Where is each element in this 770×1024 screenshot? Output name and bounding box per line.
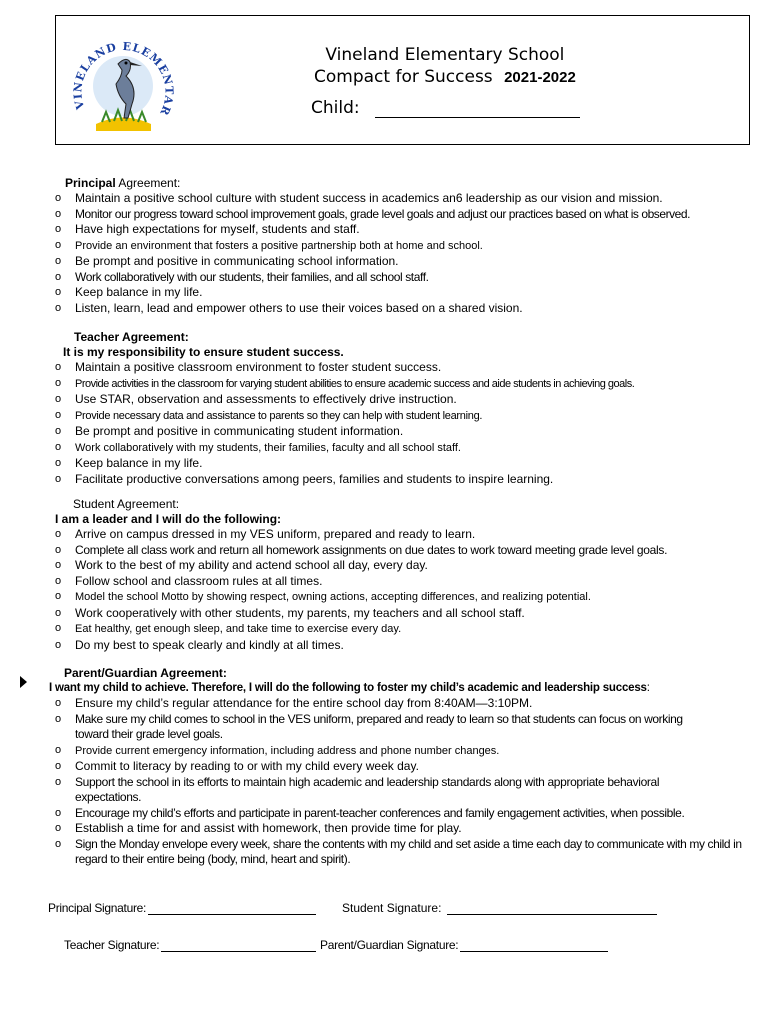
list-item: o Keep balance in my life. <box>55 456 203 470</box>
list-item: o Provide current emergency information, including address and phone number changes. <box>55 743 500 757</box>
parent-signature-input[interactable] <box>460 939 608 952</box>
school-logo <box>66 26 181 141</box>
list-item: o Model the school Motto by showing respect, owning actions, accepting differences, and realizing potential. <box>55 590 591 603</box>
teacher-list <box>0 360 770 487</box>
principal-section <box>0 176 770 316</box>
list-item: o Provide necessary data and assistance to parents so they can help with student learning. <box>55 408 483 422</box>
list-item: o Work collaboratively with my students, their families, faculty and all school staff. <box>55 440 461 454</box>
student-subtitle: I am a leader and I will do the following: <box>55 512 282 526</box>
school-year: 2021-2022 <box>504 69 576 86</box>
list-item: o Make sure my child comes to school in the VES uniform, prepared and ready to learn so that students can focus on working toward their grade level goals. <box>55 711 683 741</box>
parent-signature-label: Parent/Guardian Signature: <box>320 938 459 952</box>
list-item: o Maintain a positive classroom environment to foster student success. <box>55 360 442 374</box>
parent-list <box>0 696 770 868</box>
list-item: o Work cooperatively with other students, my parents, my teachers and all school staff. <box>55 605 525 620</box>
student-signature-input[interactable] <box>447 902 657 915</box>
child-name-input[interactable] <box>375 99 580 118</box>
child-label: Child: <box>311 98 360 118</box>
principal-signature-input[interactable] <box>148 902 316 915</box>
school-name: Vineland Elementary School <box>325 45 565 65</box>
list-item: o Have high expectations for myself, students and staff. <box>55 222 360 236</box>
teacher-section <box>0 330 770 487</box>
student-signature <box>342 901 657 915</box>
student-section <box>0 497 770 653</box>
list-item: o Complete all class work and return all homework assignments on due dates to work toward meeting grade level goals. <box>55 542 668 557</box>
list-item: o Arrive on campus dressed in my VES uniform, prepared and ready to learn. <box>55 527 476 541</box>
list-item: o Work to the best of my ability and actend school all day, every day. <box>55 558 428 572</box>
list-item: o Keep balance in my life. <box>55 285 203 299</box>
parent-subtitle: I want my child to achieve. Therefore, I will do the following to foster my child’s academic and leadership success: <box>49 682 650 694</box>
principal-signature <box>48 901 316 915</box>
list-item: o Establish a time for and assist with homework, then provide time for play. <box>55 821 462 835</box>
parent-section <box>0 666 770 868</box>
student-signature-label: Student Signature: <box>342 901 442 915</box>
parent-signature <box>320 938 608 952</box>
list-item: o Eat healthy, get enough sleep, and take time to exercise every day. <box>55 622 402 635</box>
student-title: Student Agreement: <box>73 497 180 511</box>
list-item: o Encourage my child’s efforts and participate in parent-teacher conferences and family engagement activities, when possible. <box>55 805 685 820</box>
list-item: o Provide an environment that fosters a positive partnership both at home and school. <box>55 238 483 252</box>
list-item: o Be prompt and positive in communicating student information. <box>55 424 404 438</box>
teacher-subtitle: It is my responsibility to ensure student success. <box>63 345 344 359</box>
header-box <box>55 15 750 145</box>
list-item: o Provide activities in the classroom for varying student abilities to ensure academic success and aide students in achieving goals. <box>55 376 635 390</box>
child-field <box>311 98 580 118</box>
list-item: o Follow school and classroom rules at all times. <box>55 573 323 588</box>
compact-title <box>314 66 576 89</box>
teacher-signature <box>64 938 316 952</box>
student-list <box>0 527 770 653</box>
title-block <box>314 44 576 89</box>
principal-signature-label: Principal Signature: <box>48 901 147 915</box>
list-item: o Listen, learn, lead and empower others to use their voices based on a shared vision. <box>55 300 523 315</box>
svg-text:VINELAND ELEMENTARY: VINELAND ELEMENTAR <box>71 39 176 118</box>
teacher-title: Teacher Agreement: <box>74 330 189 344</box>
list-item: o Facilitate productive conversations among peers, families and students to inspire learning. <box>55 471 554 486</box>
compact-label: Compact for Success <box>314 67 493 87</box>
list-item: o Maintain a positive school culture with student success in academics an6 leadership as our vision and mission. <box>55 191 663 205</box>
list-item: o Monitor our progress toward school improvement goals, grade level goals and adjust our practices based on what is observed. <box>55 206 691 221</box>
list-item: o Support the school in its efforts to maintain high academic and leadership standards along with appropriate behavioral expectations. <box>55 774 660 804</box>
list-item: o Ensure my child’s regular attendance for the entire school day from 8:40AM—3:10PM. <box>55 696 533 710</box>
principal-list <box>0 191 770 316</box>
list-item: o Be prompt and positive in communicating school information. <box>55 254 399 268</box>
list-item: o Sign the Monday envelope every week, share the contents with my child and set aside a time each day to communicate with my child in regard to their entire being (body, mind, heart and spirit). <box>55 836 742 866</box>
principal-title: Principal Agreement: <box>65 176 181 190</box>
teacher-signature-input[interactable] <box>161 939 316 952</box>
list-item: o Do my best to speak clearly and kindly at all times. <box>55 637 344 652</box>
list-item: o Work collaboratively with our students, their families, and all school staff. <box>55 269 429 284</box>
list-item: o Commit to literacy by reading to or with my child every week day. <box>55 759 419 773</box>
list-item: o Use STAR, observation and assessments to effectively drive instruction. <box>55 392 457 406</box>
teacher-signature-label: Teacher Signature: <box>64 938 160 952</box>
parent-title: Parent/Guardian Agreement: <box>64 666 227 680</box>
